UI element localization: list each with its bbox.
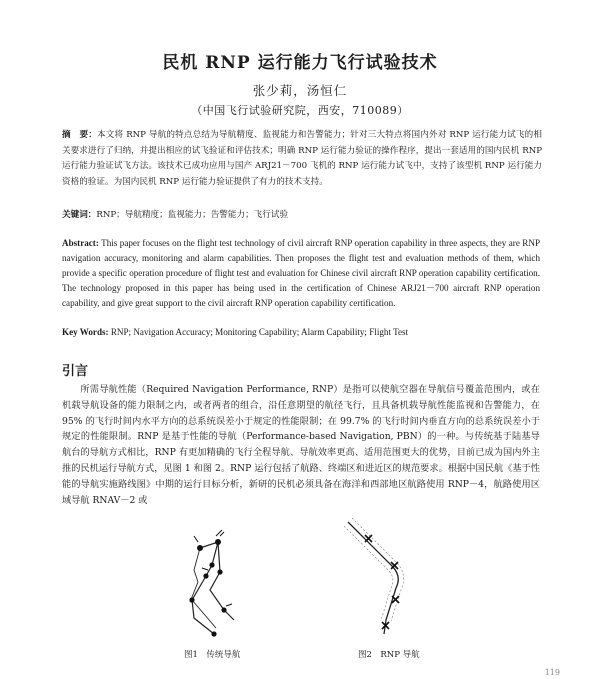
section-heading: 引言 [62, 364, 89, 379]
figure1-station-marker [189, 597, 194, 602]
page-number: 119 [544, 668, 560, 677]
keywords-cn-text: RNP；导航精度；监视能力；告警能力；飞行试验 [96, 210, 289, 220]
figure1-conventional-navigation [172, 510, 292, 640]
keywords-cn [62, 208, 542, 222]
body-paragraph: 所需导航性能（Required Navigation Performance, RNP）是指可以使航空器在导航信号覆盖范围内，或在机载导航设备的能力限制之内，或者两者的组合，沿任意期望的航径飞行，且具备机载导航性能监视和告警能力，在 95% 的飞行时间内水平方向的总系统误差小于规定的性能限制；在 99.7% 的飞行时间内垂直方向的总系统误差小于规定的性能限制。RNP 是基于性能的导航（Performance-based Navigation, PBN）的一种。与传统基于陆基导航台的导航方式相比，RNP 有更加精确的飞行全程导航、导航效率更高、适用范围更大的优势，目前已成为国内外主推的民机运行导航方式，见图 1 和图 2。RNP 运行包括了航路、终端区和进近区的规范要求。根据中国民航《基于性能的导航实施路线图》中期的运行目标分析，新研的民机必须具备在海洋和西部地区航路使用 RNP－4，航路使用区域导航 RNAV－2 或 [62, 384, 540, 506]
abstract-cn [62, 128, 542, 190]
figure1-station-marker [221, 607, 226, 612]
abstract-en [62, 236, 540, 311]
abstract-en-label: Abstract: [62, 238, 99, 248]
affiliation: （中国飞行试验研究院，西安，710089） [191, 104, 409, 117]
figure1-route-path-2 [210, 542, 234, 620]
figure1-station-marker [209, 562, 214, 567]
figure2-route-corridor [344, 526, 393, 620]
keywords-en-text: RNP; Navigation Accuracy; Monitoring Capability; Alarm Capability; Flight Test [110, 327, 409, 337]
figure1-station-marker [211, 631, 216, 636]
abstract-cn-text: 本文将 RNP 导航的特点总结为导航精度、监视能力和告警能力；针对三大特点将国内外对 RNP 运行能力试飞的相关要求进行了归纳，并提出相应的试飞验证和评估技术；明确 RNP 运行能力验证的操作程序，提出一套适用的国内民机 RNP 运行能力验证试飞方法。该技术已成功应用与国产 ARJ21－700 飞机的 RNP 运行能力试飞中，支持了该型机 RNP 运行能力资格的验证。为国内民机 RNP 运行能力验证提供了有力的技术支持。 [62, 130, 542, 187]
figure1-caption: 图1 传统导航 [184, 650, 241, 660]
figure2-caption: 图2 RNP 导航 [358, 650, 420, 660]
keywords-en-label: Key Words: [62, 327, 109, 337]
authors: 张少莉，汤恒仁 [252, 83, 348, 98]
keywords-cn-label: 关键词： [62, 210, 97, 220]
figure1-station-marker [203, 573, 208, 578]
abstract-cn-label: 摘 要： [62, 130, 98, 140]
abstract-en-text: This paper focuses on the flight test technology of civil aircraft RNP operation capability in three aspects, they are RNP navigation accuracy, monitoring and alarm capabilities. Then proposes the flight test and evaluation methods of them, which provide a specific operation procedure of flight test and evaluation for Chinese civil aircraft RNP operation capability certification. The technology proposed in this paper has being used in the certification of Chinese ARJ21－700 aircraft RNP operation capability, and give great support to the civil aircraft RNP operation capability certification. [62, 238, 540, 308]
figure1-station-marker [217, 569, 222, 574]
figure2-rnp-navigation [330, 510, 440, 640]
figure1-station-marker [197, 545, 203, 551]
paper-title: 民机 RNP 运行能力飞行试验技术 [162, 53, 438, 73]
keywords-en [62, 325, 540, 339]
figure1-station-marker [215, 539, 221, 545]
